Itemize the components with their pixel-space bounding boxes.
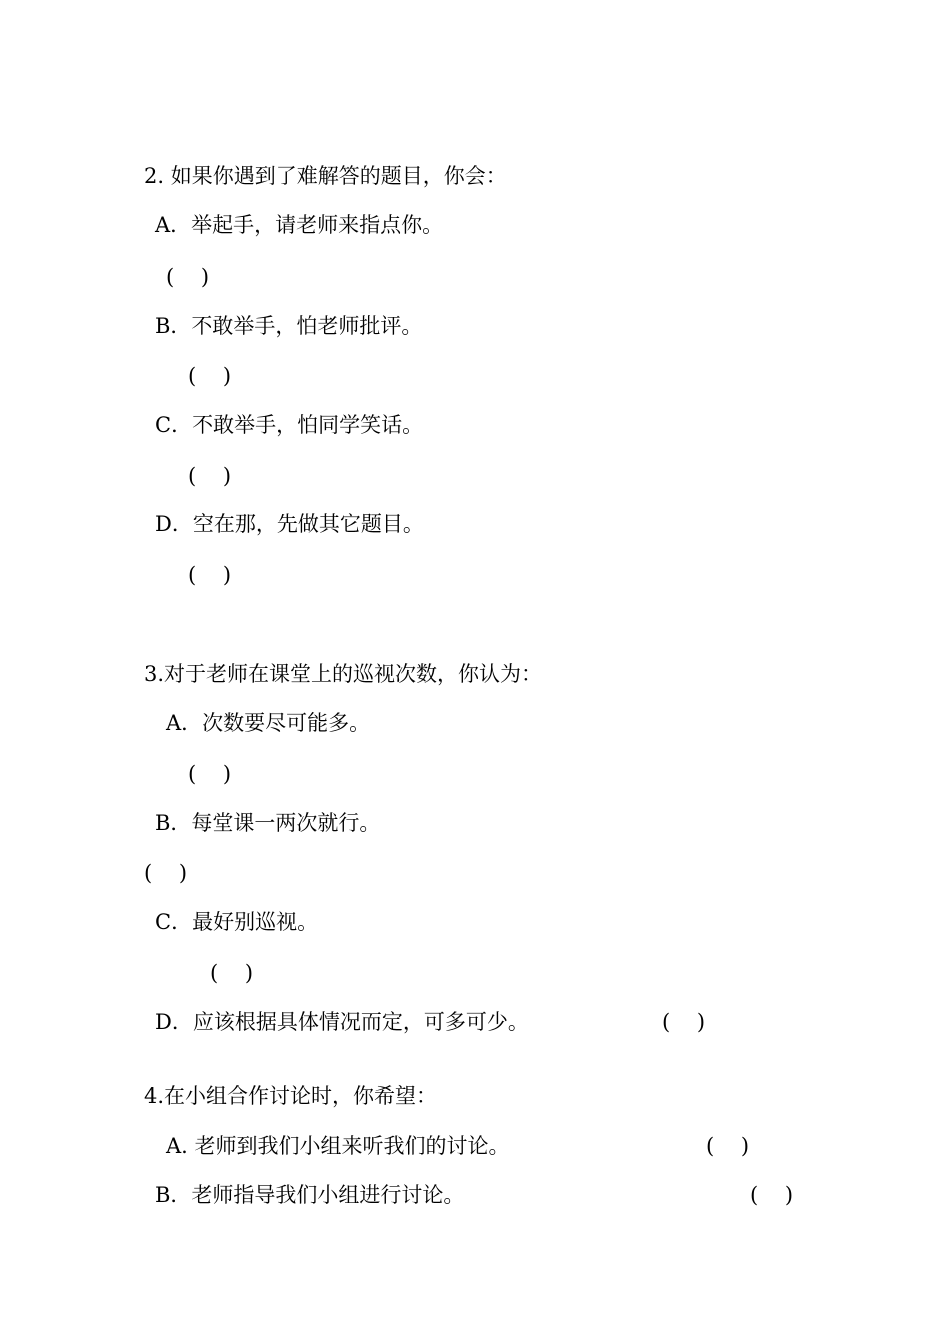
question-3-stem: 3.对于老师在课堂上的巡视次数，你认为： bbox=[144, 662, 543, 686]
question-4-stem: 4.在小组合作讨论时，你希望： bbox=[144, 1084, 438, 1108]
question-4-option-b: B．老师指导我们小组进行讨论。 bbox=[155, 1183, 465, 1207]
question-3-option-a-blank[interactable]: ( ) bbox=[188, 762, 232, 786]
question-2-stem: 2. 如果你遇到了难解答的题目，你会： bbox=[144, 164, 507, 188]
question-4-option-b-blank[interactable]: ( ) bbox=[750, 1183, 794, 1207]
question-3-option-d: D．应该根据具体情况而定，可多可少。 bbox=[155, 1010, 529, 1034]
question-3-option-a: A．次数要尽可能多。 bbox=[166, 711, 371, 735]
question-3-option-c-blank[interactable]: ( ) bbox=[210, 961, 254, 985]
question-2-option-c: C．不敢举手，怕同学笑话。 bbox=[155, 413, 424, 437]
question-4-option-a-blank[interactable]: ( ) bbox=[706, 1134, 750, 1158]
question-3-option-c: C．最好别巡视。 bbox=[155, 910, 319, 934]
question-2-option-a: A．举起手，请老师来指点你。 bbox=[155, 213, 444, 237]
question-4-option-a: A. 老师到我们小组来听我们的讨论。 bbox=[166, 1134, 510, 1158]
question-2-option-d: D．空在那，先做其它题目。 bbox=[155, 512, 424, 536]
question-2-option-c-blank[interactable]: ( ) bbox=[188, 464, 232, 488]
question-3-option-d-blank[interactable]: ( ) bbox=[662, 1010, 706, 1034]
question-2-option-a-blank[interactable]: ( ) bbox=[166, 265, 210, 289]
question-3-option-b-blank[interactable]: ( ) bbox=[144, 861, 188, 885]
question-2-option-b: B．不敢举手，怕老师批评。 bbox=[155, 314, 423, 338]
question-3-option-b: B．每堂课一两次就行。 bbox=[155, 811, 381, 835]
question-2-option-d-blank[interactable]: ( ) bbox=[188, 563, 232, 587]
question-2-option-b-blank[interactable]: ( ) bbox=[188, 364, 232, 388]
